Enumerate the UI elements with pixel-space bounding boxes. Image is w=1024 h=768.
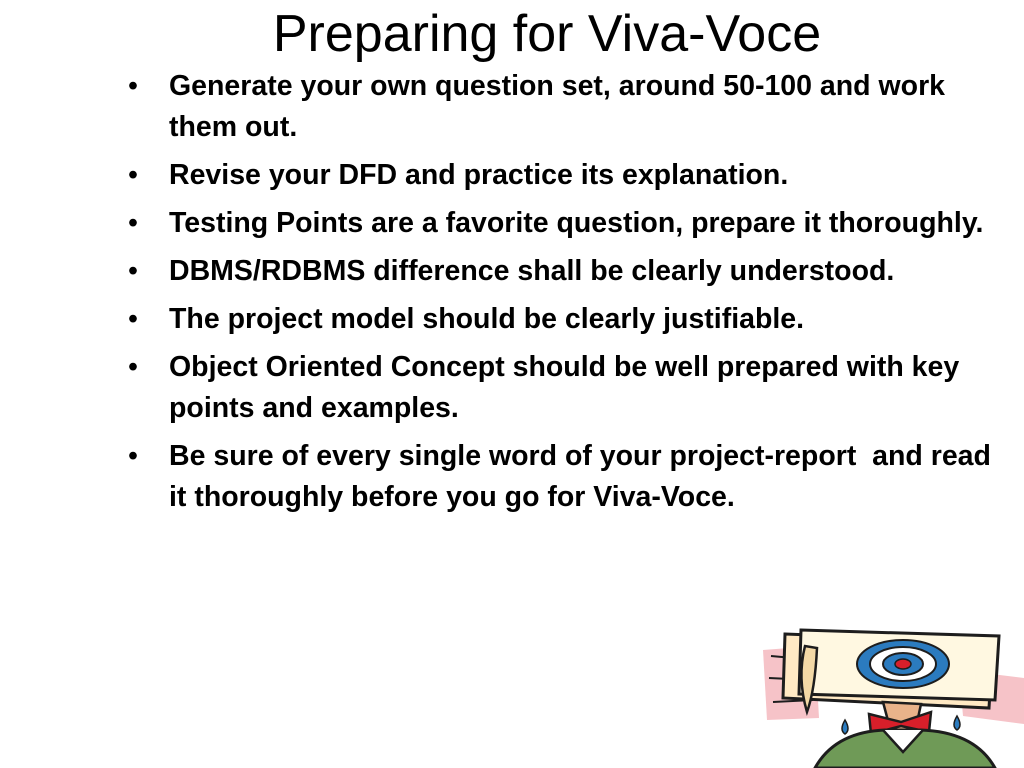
- list-item: [124, 347, 994, 429]
- bullet-text: Object Oriented Concept should be well prepared with key points and examples.: [169, 351, 968, 424]
- bullet-text: DBMS/RDBMS difference shall be clearly understood.: [169, 255, 895, 287]
- sweat-drop-shape: [842, 720, 848, 734]
- bullet-marker: •: [128, 255, 138, 287]
- list-item: [124, 436, 999, 518]
- target-bullseye: [895, 659, 911, 669]
- bullet-marker: •: [128, 351, 138, 383]
- bullet-text: Generate your own question set, around 50-100 and work them out.: [169, 70, 953, 143]
- list-item: [124, 299, 994, 340]
- list-item: [124, 203, 994, 244]
- slide-title: Preparing for Viva-Voce: [272, 5, 822, 63]
- sweat-drop-shape: [954, 716, 960, 730]
- bullet-text: The project model should be clearly justifiable.: [169, 303, 805, 335]
- list-item: [124, 251, 994, 292]
- bullet-marker: •: [128, 207, 138, 239]
- bullet-text: Testing Points are a favorite question, prepare it thoroughly.: [169, 207, 984, 239]
- target-head-clipart-icon: [745, 620, 1024, 768]
- list-item: [124, 155, 994, 196]
- bullet-marker: •: [128, 159, 138, 191]
- bullet-text: Be sure of every single word of your project-report and read it thoroughly before you go for Viva-Voce.: [169, 440, 999, 513]
- bullet-marker: •: [128, 70, 138, 102]
- bullet-marker: •: [128, 440, 138, 472]
- bullet-list: [124, 66, 999, 525]
- bullet-marker: •: [128, 303, 138, 335]
- bullet-text: Revise your DFD and practice its explanation.: [169, 159, 789, 191]
- list-item: [124, 66, 994, 148]
